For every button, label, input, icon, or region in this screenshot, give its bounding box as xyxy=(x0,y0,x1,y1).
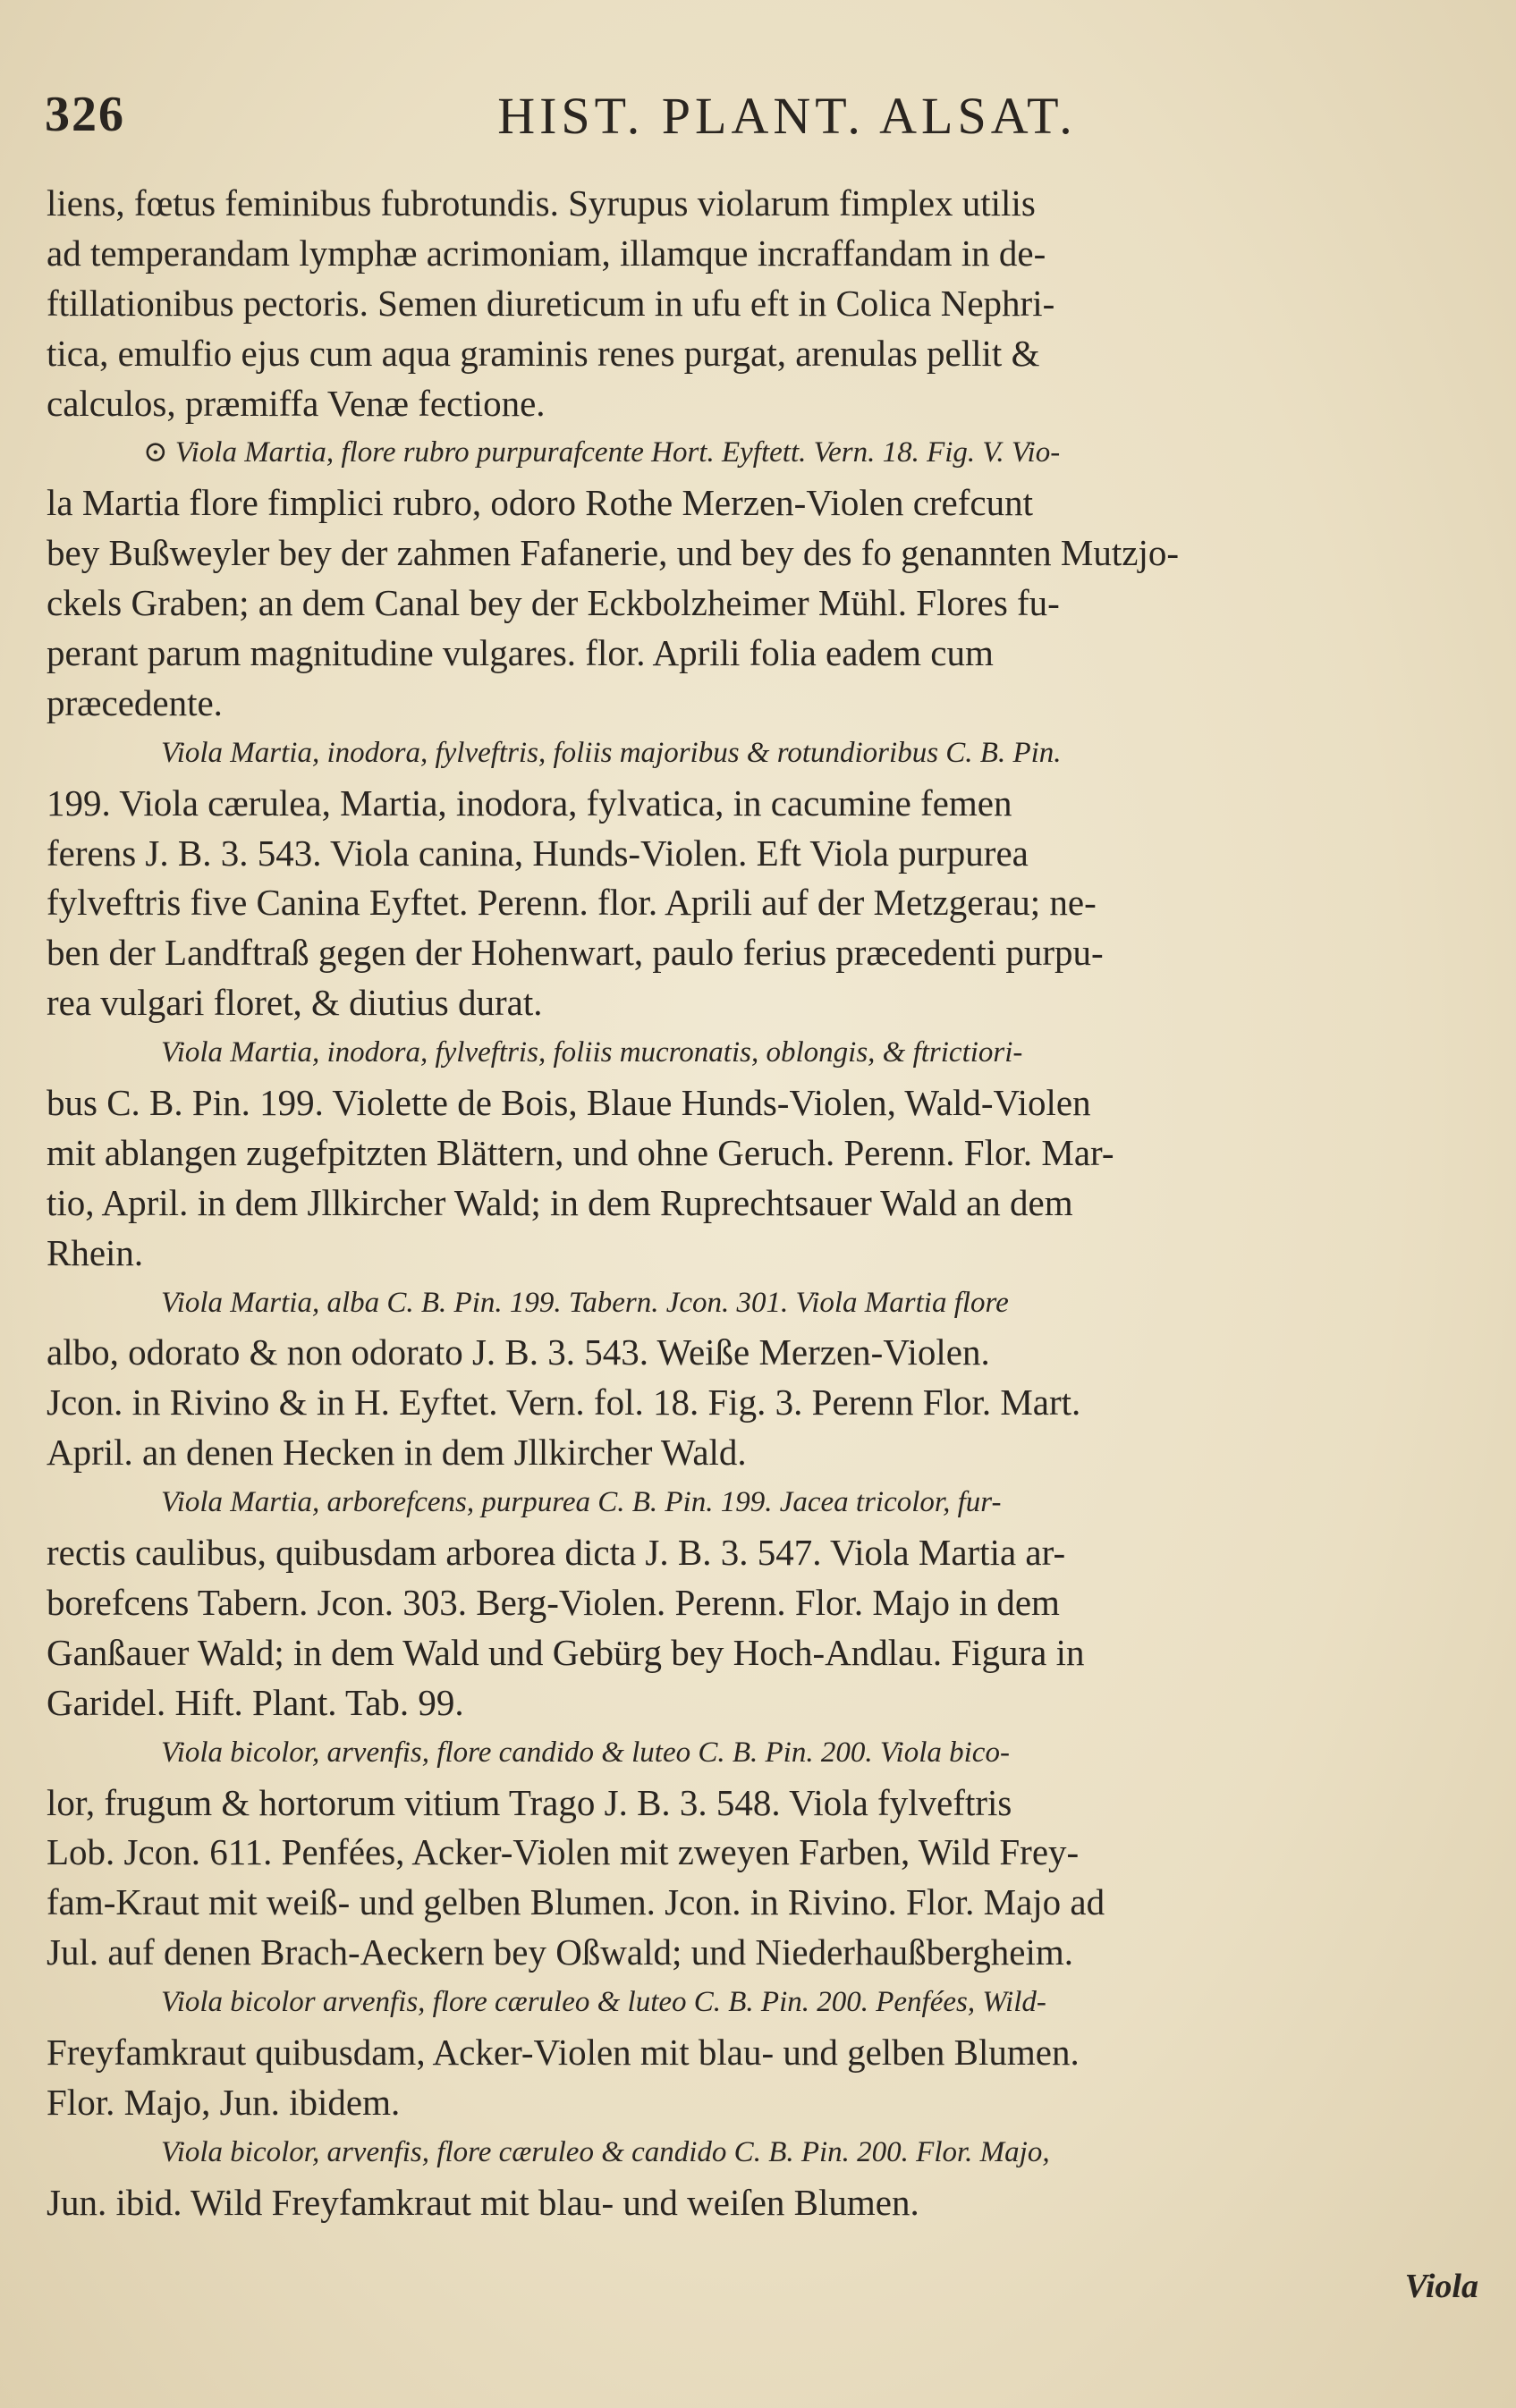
text-line: borefcens Tabern. Jcon. 303. Berg-Violen. Perenn. Flor. Majo in dem xyxy=(47,1581,1060,1623)
page-header xyxy=(45,86,1476,157)
text-line: Jul. auf denen Brach-Aeckern bey Oßwald; und Niederhaußbergheim. xyxy=(47,1931,1073,1973)
text-line: Jcon. in Rivino & in H. Eyftet. Vern. fol. 18. Fig. 3. Perenn Flor. Mart. xyxy=(47,1381,1081,1424)
entry-heading: Viola Martia, alba C. B. Pin. 199. Tabern. Jcon. 301. Viola Martia flore xyxy=(161,1286,1009,1319)
text-line: perant parum magnitudine vulgares. flor. Aprili folia eadem cum xyxy=(47,632,994,674)
body-text xyxy=(47,179,1478,2228)
entry-heading: Viola bicolor, arvenfis, flore candido & luteo C. B. Pin. 200. Viola bico- xyxy=(161,1736,1010,1769)
text-line: April. an denen Hecken in dem Jllkircher Wald. xyxy=(47,1432,747,1474)
text-line: calculos, præmiffa Venæ fectione. xyxy=(47,382,546,424)
text-line: bus C. B. Pin. 199. Violette de Bois, Blaue Hunds-Violen, Wald-Violen xyxy=(47,1082,1091,1124)
text-line: ckels Graben; an dem Canal bey der Eckbolzheimer Mühl. Flores fu- xyxy=(47,582,1060,624)
text-line: ferens J. B. 3. 543. Viola canina, Hunds-Violen. Eft Viola purpurea xyxy=(47,832,1029,874)
text-line: 199. Viola cærulea, Martia, inodora, fylvatica, in cacumine femen xyxy=(47,782,1012,824)
text-line: Rhein. xyxy=(47,1231,144,1273)
text-line: Freyfamkraut quibusdam, Acker-Violen mit blau- und gelben Blumen. xyxy=(47,2031,1080,2073)
entry-heading: Viola bicolor arvenfis, flore cæruleo & luteo C. B. Pin. 200. Penfées, Wild- xyxy=(161,1986,1046,2019)
text-line: rectis caulibus, quibusdam arborea dicta J. B. 3. 547. Viola Martia ar- xyxy=(47,1532,1066,1574)
text-line: liens, fœtus feminibus fubrotundis. Syrupus violarum fimplex utilis xyxy=(47,182,1036,224)
text-line: ftillationibus pectoris. Semen diureticum in ufu eft in Colica Nephri- xyxy=(47,282,1055,324)
text-line: præcedente. xyxy=(47,681,223,723)
text-line: Lob. Jcon. 611. Penfées, Acker-Violen mit zweyen Farben, Wild Frey- xyxy=(47,1831,1080,1873)
entry-heading: Viola bicolor, arvenfis, flore cæruleo & candido C. B. Pin. 200. Flor. Majo, xyxy=(161,2135,1050,2168)
text-line: Ganßauer Wald; in dem Wald und Gebürg bey Hoch-Andlau. Figura in xyxy=(47,1631,1085,1673)
text-line: Garidel. Hift. Plant. Tab. 99. xyxy=(47,1681,464,1723)
text-line: fylveftris five Canina Eyftet. Perenn. flor. Aprili auf der Metzgerau; ne- xyxy=(47,882,1097,924)
text-line: la Martia flore fimplici rubro, odoro Rothe Merzen-Violen crefcunt xyxy=(47,482,1033,524)
text-line: fam-Kraut mit weiß- und gelben Blumen. Jcon. in Rivino. Flor. Majo ad xyxy=(47,1881,1105,1923)
text-line: Jun. ibid. Wild Freyfamkraut mit blau- und weiſen Blumen. xyxy=(47,2181,919,2223)
catchword: Viola xyxy=(1404,2268,1478,2305)
text-line: ben der Landftraß gegen der Hohenwart, paulo ferius præcedenti purpu- xyxy=(47,932,1104,974)
text-line: ad temperandam lymphæ acrimoniam, illamque incraffandam in de- xyxy=(47,232,1046,274)
text-line: albo, odorato & non odorato J. B. 3. 543. Weiße Merzen-Violen. xyxy=(47,1331,990,1373)
text-line: bey Bußweyler bey der zahmen Fafanerie, und bey des fo genannten Mutzjo- xyxy=(47,532,1179,574)
text-line: rea vulgari floret, & diutius durat. xyxy=(47,982,543,1024)
running-title: HIST. PLANT. ALSAT. xyxy=(497,87,1077,145)
entry-heading: Viola Martia, inodora, fylveftris, foliis mucronatis, oblongis, & ftrictiori- xyxy=(161,1036,1023,1069)
text-line: tio, April. in dem Jllkircher Wald; in dem Ruprechtsauer Wald an dem xyxy=(47,1181,1073,1223)
entry-heading: ⊙ Viola Martia, flore rubro purpurafcente Hort. Eyftett. Vern. 18. Fig. V. Vio- xyxy=(143,436,1061,469)
entry-heading: Viola Martia, arborefcens, purpurea C. B. Pin. 199. Jacea tricolor, fur- xyxy=(161,1486,1002,1519)
text-line: mit ablangen zugefpitzten Blättern, und ohne Geruch. Perenn. Flor. Mar- xyxy=(47,1131,1114,1173)
entry-heading: Viola Martia, inodora, fylveftris, foliis majoribus & rotundioribus C. B. Pin. xyxy=(161,736,1062,769)
text-line: Flor. Majo, Jun. ibidem. xyxy=(47,2081,401,2123)
text-line: lor, frugum & hortorum vitium Trago J. B. 3. 548. Viola fylveftris xyxy=(47,1781,1012,1823)
page-number: 326 xyxy=(45,87,125,142)
text-line: tica, emulfio ejus cum aqua graminis renes purgat, arenulas pellit & xyxy=(47,332,1040,374)
